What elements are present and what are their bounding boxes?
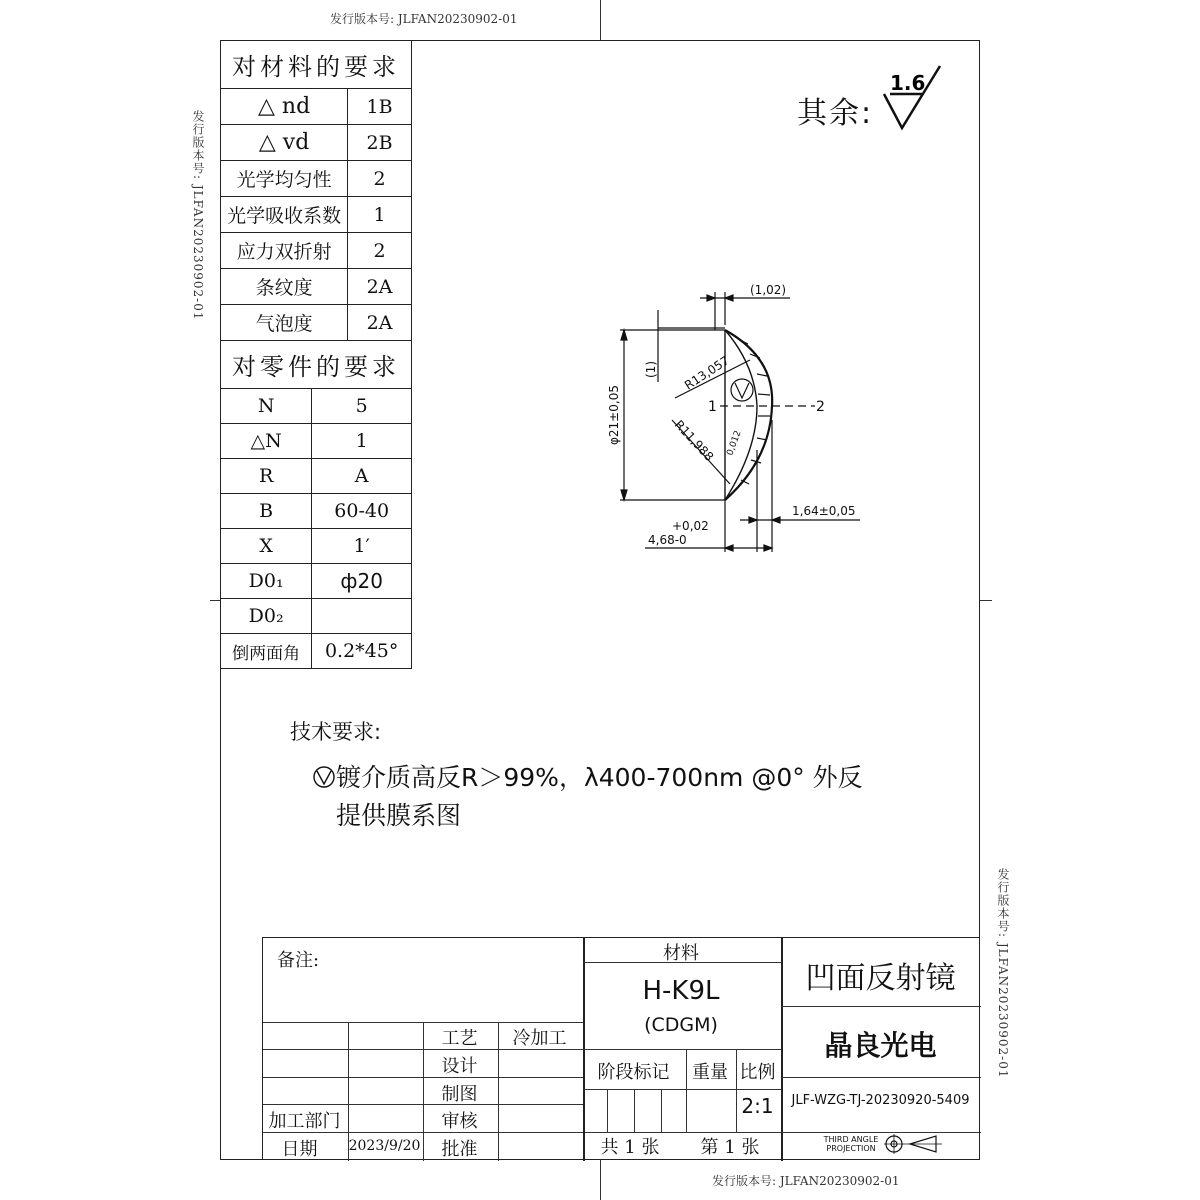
radius-1-label: R13,057 — [682, 353, 732, 393]
material-row-label: 条纹度 — [221, 269, 348, 305]
sheets-total: 共 1 张 — [600, 1137, 660, 1158]
part-row-value: 60-40 — [312, 494, 412, 529]
version-stamp-top: 发行版本号: JLFAN20230902-01 — [330, 12, 518, 26]
part-row-value: 1 — [312, 424, 412, 459]
scale-value: 2:1 — [741, 1094, 774, 1118]
part-row-value: ф20 — [312, 564, 412, 599]
material-row-value: 2B — [348, 125, 412, 161]
length-label: 4,68-0 — [648, 533, 687, 547]
material-row-value: 2 — [348, 161, 412, 197]
material-row-value: 1B — [348, 89, 412, 125]
surface-2-label: 2 — [816, 399, 825, 415]
material-label: 材料 — [663, 943, 699, 964]
part-row-label: 倒两面角 — [221, 634, 312, 669]
scale-label: 比例 — [739, 1062, 776, 1083]
part-row-label: D0₁ — [221, 564, 312, 599]
part-req-title: 对零件的要求 — [221, 341, 412, 389]
part-name: 凹面反射镜 — [805, 961, 956, 996]
drawing-label: 制图 — [441, 1084, 478, 1105]
review-label: 审核 — [441, 1111, 478, 1132]
material-row-value: 1 — [348, 197, 412, 233]
dim-chamfer-label: (1) — [644, 361, 658, 378]
lens-section-drawing — [600, 270, 880, 570]
material-sub: (CDGM) — [644, 1014, 718, 1036]
material-row-label: 应力双折射 — [221, 233, 348, 269]
tech-req-line-2: 提供膜系图 — [336, 801, 462, 830]
material-row-label: 光学均匀性 — [221, 161, 348, 197]
tech-req-line-1 — [312, 758, 863, 794]
dim-top-label: (1,02) — [750, 283, 787, 297]
sheet-number: 第 1 张 — [700, 1137, 760, 1158]
tech-req-text-1: 镀介质高反R＞99%，λ400-700nm @0° 外反 — [336, 763, 863, 792]
process-label: 工艺 — [441, 1028, 478, 1049]
company-name: 晶良光电 — [824, 1029, 937, 1062]
part-row-label: △N — [221, 424, 312, 459]
part-row-label: B — [221, 494, 312, 529]
tolerance-label: 0,012 — [725, 429, 744, 458]
version-stamp-left: 发行版本号: JLFAN20230902-01 — [191, 110, 205, 321]
weight-label: 重量 — [692, 1062, 728, 1083]
length-upper-tol: +0,02 — [672, 519, 709, 533]
thickness-label: 1,64±0,05 — [792, 504, 856, 518]
material-row-value: 2A — [348, 269, 412, 305]
surface-remain-label: 其余: — [797, 96, 874, 131]
material-row-label: 气泡度 — [221, 305, 348, 341]
requirements-table — [220, 40, 412, 669]
design-label: 设计 — [441, 1056, 478, 1077]
process-value: 冷加工 — [512, 1028, 567, 1049]
approve-label: 批准 — [441, 1139, 478, 1160]
center-mark-bottom — [600, 1160, 601, 1200]
material-row-value: 2A — [348, 305, 412, 341]
material-value: H-K9L — [642, 976, 720, 1006]
material-req-title: 对材料的要求 — [221, 41, 412, 89]
part-row-label: N — [221, 389, 312, 424]
projection-label: THIRD ANGLE PROJECTION — [823, 1135, 879, 1153]
center-mark-right — [980, 600, 992, 601]
part-row-value: A — [312, 459, 412, 494]
center-mark-left — [210, 600, 220, 601]
part-row-value: 5 — [312, 389, 412, 424]
part-row-value: 1′ — [312, 529, 412, 564]
part-row-label: D0₂ — [221, 599, 312, 634]
material-row-label: △ nd — [221, 89, 348, 125]
tech-req-title: 技术要求: — [290, 720, 382, 744]
projection-symbol-icon — [884, 1132, 944, 1156]
center-mark-top — [600, 0, 601, 40]
roughness-symbol-icon — [880, 62, 950, 132]
part-row-label: R — [221, 459, 312, 494]
dept-label: 加工部门 — [268, 1111, 341, 1132]
coating-symbol-icon — [312, 765, 336, 789]
part-row-value — [312, 599, 412, 634]
date-value: 2023/9/20 — [348, 1138, 421, 1154]
radius-2-label: R11,988 — [671, 417, 717, 464]
diameter-label: φ21±0,05 — [607, 385, 621, 445]
remarks-label: 备注: — [277, 950, 320, 971]
roughness-value: 1.6 — [890, 71, 926, 95]
version-stamp-bottom: 发行版本号: JLFAN20230902-01 — [712, 1174, 900, 1188]
part-row-value: 0.2*45° — [312, 634, 412, 669]
material-row-label: △ vd — [221, 125, 348, 161]
date-label: 日期 — [281, 1139, 318, 1160]
material-row-label: 光学吸收系数 — [221, 197, 348, 233]
stage-label: 阶段标记 — [597, 1062, 670, 1083]
surface-1-label: 1 — [708, 399, 717, 415]
drawing-number: JLF-WZG-TJ-20230920-5409 — [791, 1093, 970, 1108]
part-row-label: X — [221, 529, 312, 564]
version-stamp-right: 发行版本号: JLFAN20230902-01 — [996, 868, 1010, 1079]
material-row-value: 2 — [348, 233, 412, 269]
